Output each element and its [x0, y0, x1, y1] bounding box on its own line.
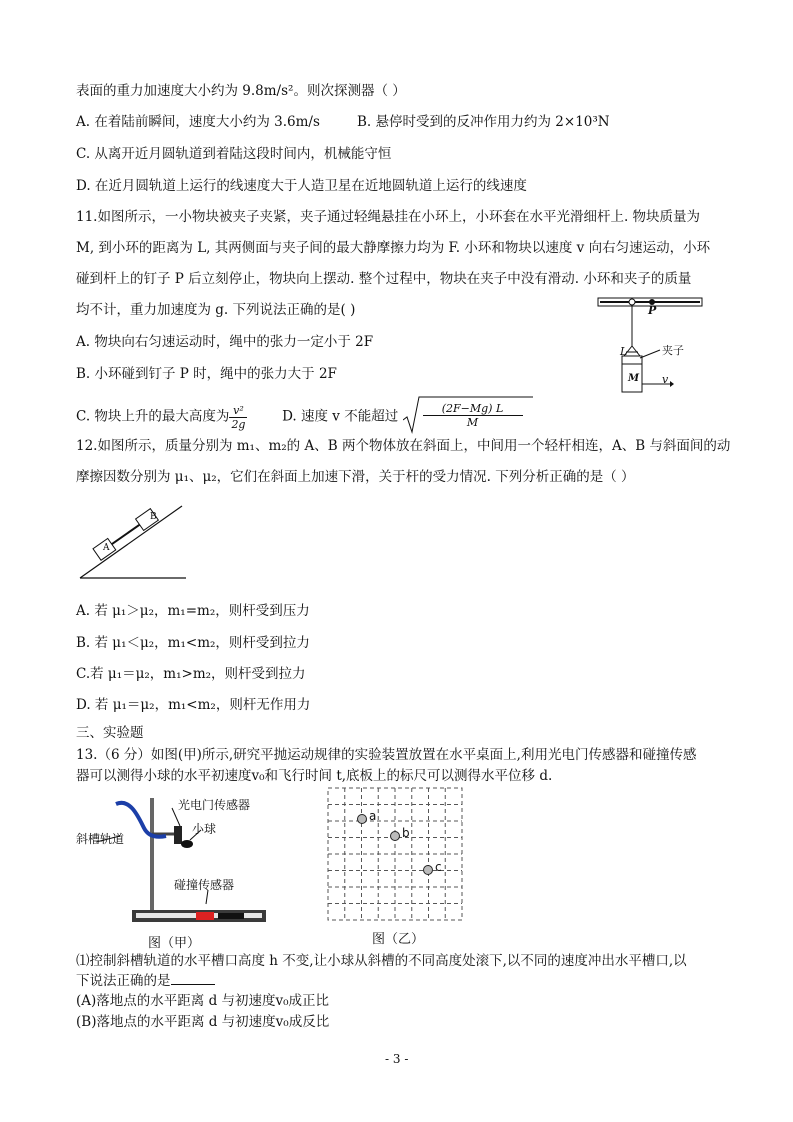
- line-1: 表面的重力加速度大小约为 9.8m/s²。则次探测器（ ）: [76, 83, 406, 99]
- q11-option-c-text: C. 物块上升的最大高度为: [76, 408, 230, 425]
- q12-option-a: A. 若 μ₁＞μ₂，m₁=m₂，则杆受到压力: [76, 603, 310, 619]
- q12-option-d: D. 若 μ₁＝μ₂，m₁<m₂，则杆无作用力: [76, 697, 311, 713]
- label-collide: 碰撞传感器: [174, 878, 235, 892]
- fraction-v2-over-2g: $\frac{\text{v²}}{2g}$: [231, 403, 246, 431]
- q11-option-d-text: D. 速度 v 不能超过: [282, 408, 399, 425]
- q11-text-1: 11.如图所示，一小物块被夹子夹紧，夹子通过轻绳悬挂在小环上，小环套在水平光滑细杆上. 物块质量为: [76, 209, 701, 225]
- q12-option-c: C.若 μ₁＝μ₂，m₁>m₂，则杆受到拉力: [76, 666, 306, 682]
- page-number: - 3 -: [385, 1052, 409, 1066]
- q11-text-3: 碰到杆上的钉子 P 后立刻停止，物块向上摆动. 整个过程中，物块在夹子中没有滑动. 小环和夹子的质量: [76, 271, 692, 287]
- q13-text-2: 器可以测得小球的水平初速度v₀和飞行时间 t,底板上的标尺可以测得水平位移 d.: [76, 768, 553, 784]
- label-b: B: [150, 512, 157, 522]
- label-l: L: [620, 345, 628, 358]
- caption-jia: 图（甲）: [148, 936, 201, 951]
- q13-sub1-text-2: 下说法正确的是: [76, 972, 215, 990]
- q13-figure-jia: [76, 792, 276, 932]
- label-v: v: [662, 373, 669, 386]
- q12-text-2: 摩擦因数分别为 μ₁、μ₂，它们在斜面上加速下滑，关于杆的受力情况. 下列分析正确的是（ ）: [76, 469, 635, 485]
- label-ball: 小球: [192, 822, 217, 836]
- q11-text-4: 均不计，重力加速度为 g. 下列说法正确的是( ): [76, 302, 356, 318]
- q13-figure-yi: [326, 786, 466, 924]
- q13-option-b: (B)落地点的水平距离 d 与初速度v₀成反比: [76, 1014, 330, 1030]
- q13-option-a: (A)落地点的水平距离 d 与初速度v₀成正比: [76, 993, 330, 1009]
- label-track: 斜槽轨道: [76, 832, 125, 846]
- q10-option-a: A. 在着陆前瞬间，速度大小约为 3.6m/s: [76, 114, 320, 130]
- q12-text-1: 12.如图所示，质量分别为 m₁、m₂的 A、B 两个物体放在斜面上，中间用一个轻杆相连，A、B 与斜面间的动: [76, 438, 731, 454]
- label-gate: 光电门传感器: [178, 798, 251, 812]
- q13-text-1: 13.（6 分）如图(甲)所示,研究平抛运动规律的实验装置放置在水平桌面上,利用光电门传感器和碰撞传感: [76, 747, 697, 763]
- q10-option-d: D. 在近月圆轨道上运行的线速度大于人造卫星在近地圆轨道上运行的线速度: [76, 178, 527, 194]
- q10-option-b: B. 悬停时受到的反冲作用力约为 2×10³N: [357, 114, 610, 130]
- label-clip: 夹子: [662, 344, 684, 357]
- q10-option-c: C. 从离开近月圆轨道到着陆这段时间内，机械能守恒: [76, 146, 392, 162]
- caption-yi: 图（乙）: [372, 932, 425, 947]
- label-a: a: [369, 809, 377, 823]
- q13-sub1-text-1: ⑴控制斜槽轨道的水平槽口高度 h 不变,让小球从斜槽的不同高度处滚下,以不同的速度冲出水平槽口,以: [76, 953, 687, 969]
- label-a: A: [103, 543, 110, 553]
- q11-option-c: [76, 398, 523, 436]
- q11-option-b: B. 小环碰到钉子 P 时，绳中的张力大于 2F: [76, 366, 337, 382]
- q12-option-b: B. 若 μ₁＜μ₂，m₁<m₂，则杆受到拉力: [76, 635, 310, 651]
- answer-blank[interactable]: [171, 972, 215, 985]
- q12-figure: [78, 500, 198, 584]
- q11-option-a: A. 物块向右匀速运动时，绳中的张力一定小于 2F: [76, 334, 374, 350]
- q11-figure: [596, 294, 726, 404]
- label-c: c: [435, 860, 442, 874]
- label-b: b: [402, 826, 410, 840]
- label-m: M: [628, 373, 640, 384]
- label-p: P: [648, 304, 657, 317]
- sqrt-expression: $\frac{(2F-Mg) L}{M}$: [403, 398, 523, 436]
- section-3-heading: 三、实验题: [76, 725, 144, 741]
- q11-text-2: M, 到小环的距离为 L, 其两侧面与夹子间的最大静摩擦力均为 F. 小环和物块以速度 v 向右匀速运动，小环: [76, 240, 711, 256]
